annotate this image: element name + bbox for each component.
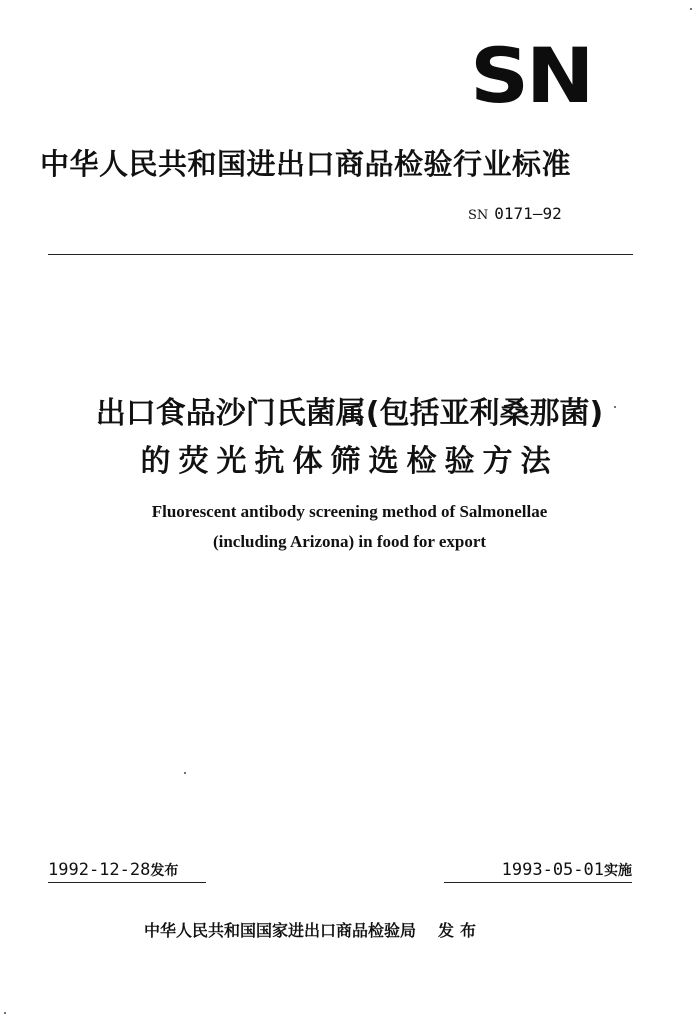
header-divider	[48, 254, 633, 255]
scan-speck	[4, 1012, 6, 1014]
title-zh-line2: 的荧光抗体筛选检验方法	[140, 444, 559, 479]
implementation-date-value: 1993-05-01	[501, 860, 604, 880]
implementation-date-label: 实施	[604, 863, 632, 879]
scan-speck	[690, 8, 692, 10]
implementation-date	[444, 860, 632, 883]
scan-speck	[184, 772, 186, 774]
issuer-name: 中华人民共和国国家进出口商品检验局	[144, 921, 417, 940]
issue-date	[48, 860, 206, 883]
standard-prefix: SN	[468, 208, 489, 223]
scan-speck	[614, 406, 616, 408]
standard-code: 0171—92	[494, 204, 562, 223]
issuer-action: 发布	[438, 921, 483, 940]
issuing-authority	[144, 918, 482, 941]
title-zh-line1: 出口食品沙门氏菌属(包括亚利桑那菌)	[95, 396, 604, 431]
standard-number	[468, 204, 562, 223]
sn-logo: SN	[470, 31, 592, 120]
category-title: 中华人民共和国进出口商品检验行业标准	[40, 147, 572, 181]
issue-date-value: 1992-12-28	[48, 860, 151, 880]
issue-date-label: 发布	[150, 863, 179, 879]
title-en-line1: Fluorescent antibody screening method of Salmonellae	[151, 502, 548, 521]
title-en-line2: (including Arizona) in food for export	[212, 532, 487, 551]
